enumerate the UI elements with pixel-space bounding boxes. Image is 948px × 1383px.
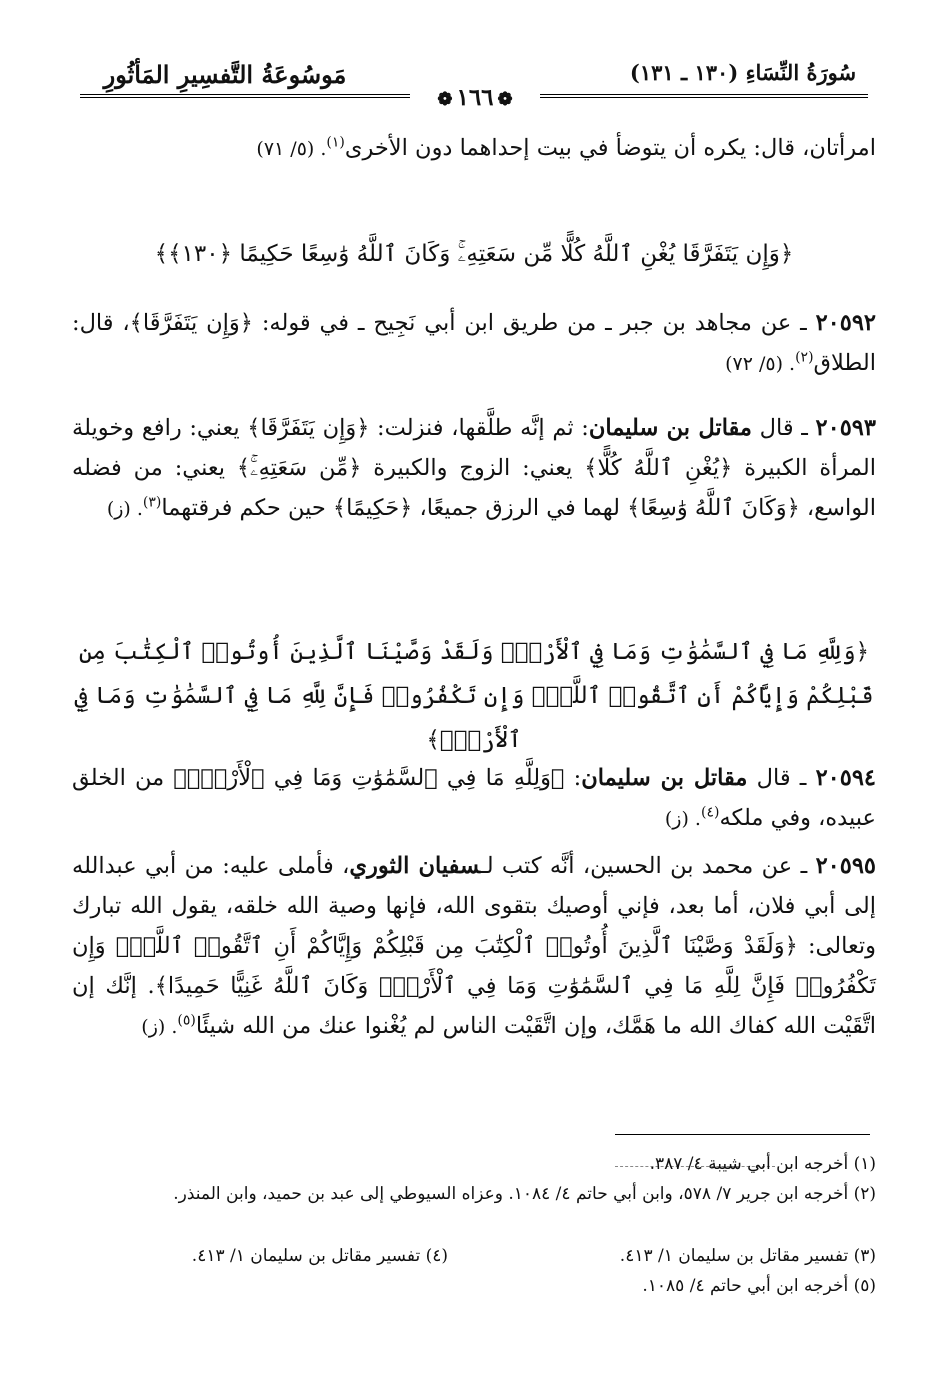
volume-reference: . (ز) bbox=[141, 1016, 178, 1038]
athar-number: ٢٠٥٩٣ bbox=[815, 415, 876, 441]
volume-reference: . (٥/ ٧٢) bbox=[725, 353, 796, 375]
quran-verse-130: ﴿وَإِن يَتَفَرَّقَا يُغْنِ ٱللَّهُ كُلًّا مِّن سَعَتِهِۦۚ وَكَانَ ٱللَّهُ وَٰسِعًا حَكِيمًا ﴿١٣٠﴾﴾ bbox=[154, 241, 794, 267]
footnote-5: (٥) أخرجه ابن أبي حاتم ٤/ ١٠٨٥. bbox=[642, 1276, 876, 1296]
athar-20592 bbox=[72, 303, 876, 384]
athar-number: ٢٠٥٩٥ bbox=[815, 853, 876, 879]
book-title: مَوسُوعَةُ التَّفسِيرِ المَأثُورِ bbox=[103, 60, 347, 89]
athar-20595 bbox=[72, 846, 876, 1047]
footnote-marker: (٤) bbox=[700, 804, 720, 821]
athar-text: : ثم إنَّه طلَّقها، فنزلت: ﴿وَإِن يَتَفَرَّقَا﴾ يعني: رافع وخويلة المرأة الكبيرة ﴿يُغْنِ ٱللَّهُ كُلًّا﴾ يعني: الزوج والكبيرة ﴿مِّن سَعَتِهِۦۚ﴾ يعني: من فضله الواسع، ﴿وَكَانَ ٱللَّهُ وَٰسِعًا﴾ لهما في الرزق جميعًا، ﴿حَكِيمًا﴾ حين حكم فرقتهما bbox=[72, 415, 876, 521]
athar-text: : ﴿وَلِلَّهِ مَا فِي ٱلسَّمَٰوَٰتِ وَمَا فِي ٱلْأَرْضِۗ﴾ من الخلق عبيده، وفي ملكه bbox=[72, 765, 876, 831]
ornament-icon: ❁ bbox=[437, 89, 453, 110]
footnote-1: (١) أخرجه ابن أبي شيبة ٤/ ٣٨٧. bbox=[649, 1154, 876, 1174]
footnote-2: (٢) أخرجه ابن جرير ٧/ ٥٧٨، وابن أبي حاتم ٤/ ١٠٨٤. وعزاه السيوطي إلى عبد بن حميد، وابن المنذر. bbox=[173, 1184, 876, 1204]
athar-number: ٢٠٥٩٢ bbox=[815, 310, 876, 336]
athar-text: ـ عن مجاهد بن جبر ـ من طريق ابن أبي نَجِيح ـ في قوله: ﴿وَإِن يَتَفَرَّقَا﴾، قال: الطلاق bbox=[72, 310, 876, 376]
page-number-box bbox=[410, 84, 540, 111]
narrator-name: مقاتل بن سليمان bbox=[588, 415, 752, 441]
footnote-3: (٣) تفسير مقاتل بن سليمان ١/ ٤١٣. bbox=[619, 1246, 876, 1266]
footnote-marker: (٥) bbox=[177, 1012, 196, 1029]
footnote-4: (٤) تفسير مقاتل بن سليمان ١/ ٤١٣. bbox=[191, 1246, 448, 1266]
athar-20593 bbox=[72, 408, 876, 529]
volume-reference: . (ز) bbox=[106, 498, 143, 520]
footnote-marker: (٢) bbox=[795, 349, 814, 366]
footnote-marker: (١) bbox=[326, 134, 345, 151]
ornament-icon: ❁ bbox=[497, 89, 513, 110]
surah-range: سُورَةُ النِّسَاءِ (١٣٠ ـ ١٣١) bbox=[629, 60, 857, 85]
footnote-rule bbox=[615, 1134, 870, 1135]
athar-lead: ـ عن محمد بن الحسين، أنَّه كتب لـ bbox=[480, 853, 816, 879]
athar-number: ٢٠٥٩٤ bbox=[815, 765, 876, 791]
intro-text: امرأتان، قال: يكره أن يتوضأ في بيت إحداهما دون الأخرى bbox=[344, 135, 876, 161]
footnote-marker: (٣) bbox=[142, 494, 162, 511]
narrator-name: سفيان الثوري bbox=[349, 853, 481, 879]
page-number: ١٦٦ bbox=[456, 84, 494, 111]
volume-reference: . (٥/ ٧١) bbox=[256, 138, 327, 160]
athar-lead: ـ قال bbox=[747, 765, 816, 791]
athar-text: ، فأملى عليه: من أبي عبدالله إلى أبي فلان، أما بعد، فإني أوصيك بتقوى الله، فإنها وصية الله خلقه، يقول الله تبارك وتعالى: ﴿وَلَقَدْ وَصَّيْنَا ٱلَّذِينَ أُوتُوا۟ ٱلْكِتَٰبَ مِن قَبْلِكُمْ وَإِيَّاكُمْ أَنِ ٱتَّقُوا۟ ٱللَّهَۚ وَإِن تَكْفُرُوا۟ فَإِنَّ لِلَّهِ مَا فِي ٱلسَّمَٰوَٰتِ وَمَا فِي ٱلْأَرْضِۚ وَكَانَ ٱللَّهُ غَنِيًّا حَمِيدًا﴾. إنَّك إن اتَّقَيْت الله كفاك الله ما هَمَّك، وإن اتَّقَيْت الناس لم يُغْنوا عنك من الله شيئًا bbox=[72, 853, 876, 1039]
volume-reference: . (ز) bbox=[664, 808, 701, 830]
intro-paragraph bbox=[72, 128, 876, 169]
narrator-name: مقاتل بن سليمان bbox=[581, 765, 748, 791]
athar-20594 bbox=[72, 758, 876, 839]
quran-verse-131: ﴿وَلِلَّهِ مَا فِي ٱلسَّمَٰوَٰتِ وَمَا فِي ٱلْأَرْضِۗ وَلَقَدْ وَصَّيْنَا ٱلَّذِينَ أُوتُوا۟ ٱلْكِتَٰبَ مِن قَبْلِكُمْ وَإِيَّاكُمْ أَنِ ٱتَّقُوا۟ ٱللَّهَۚ وَإِن تَكْفُرُوا۟ فَإِنَّ لِلَّهِ مَا فِي ٱلسَّمَٰوَٰتِ وَمَا فِي ٱلْأَرْضِۚ﴾ bbox=[74, 639, 874, 753]
athar-lead: ـ قال bbox=[751, 415, 816, 441]
